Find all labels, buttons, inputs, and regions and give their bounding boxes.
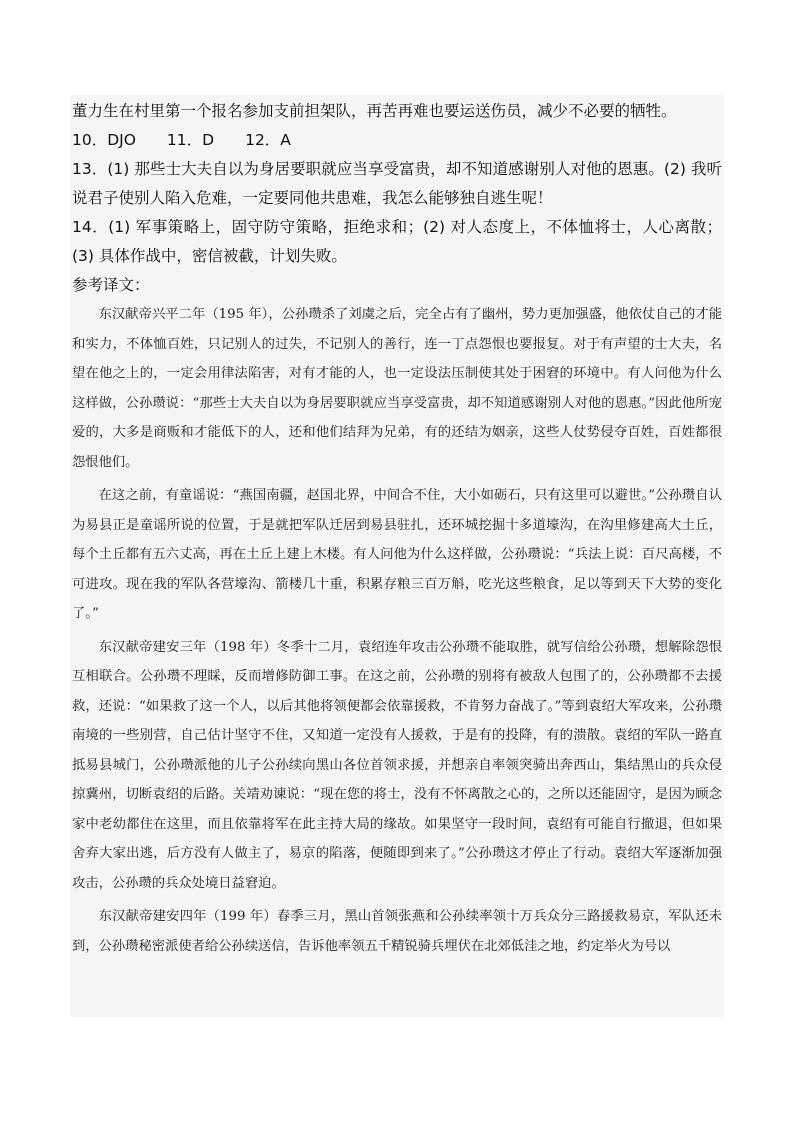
translation-paragraph-4: 东汉献帝建安四年（199 年）春季三月，黑山首领张燕和公孙续率领十万兵众分三路援救易京，军队还未到，公孙瓒秘密派使者给公孙续送信，告诉他率领五千精锐骑兵埋伏在北郊低洼之地，约定举火为号以 <box>72 909 722 954</box>
answer-section <box>70 95 724 1017</box>
translation-paragraph-2: 在这之前，有童谣说：“燕国南疆，赵国北界，中间合不住，大小如砺石，只有这里可以避世。”公孙瓒自认为易县正是童谣所说的位置，于是就把军队迁居到易县驻扎，还环城挖掘十多道壕沟，在沟里修建高大土丘，每个土丘都有五六丈高，再在土丘上建上木楼。有人问他为什么这样做，公孙瓒说：“兵法上说：百尺高楼，不可进攻。现在我的军队各营壕沟、箭楼几十重，积累存粮三百万斛，吃光这些粮食，足以等到天下大势的变化了。” <box>72 488 722 621</box>
translation-label: 参考译文： <box>72 276 150 294</box>
answer-line: 董力生在村里第一个报名参加支前担架队，再苦再难也要运送伤员，减少不必要的牺牲。 <box>72 102 677 120</box>
translation-paragraph-1: 东汉献帝兴平二年（195 年），公孙瓒杀了刘虞之后，完全占有了幽州，势力更加强盛，他依仗自己的才能和实力，不体恤百姓，只记别人的过失，不记别人的善行，连一丁点怨恨也要报复。对于有声望的士大夫，名望在他之上的，一定会用律法陷害，对有才能的人，也一定设法压制使其处于困窘的环境中。有人问他为什么这样做，公孙瓒说：“那些士大夫自以为身居要职就应当享受富贵，却不知道感谢别人对他的恩惠。”因此他所宠爱的，大多是商贩和才能低下的人，还和他们结拜为兄弟，有的还结为姻亲，这些人仗势侵夺百姓，百姓都很怨恨他们。 <box>72 307 722 470</box>
answer-13: 13．(1) 那些士大夫自以为身居要职就应当享受富贵，却不知道感谢别人对他的恩惠。(2) 我听说君子使别人陷入危难，一定要同他共患难，我怎么能够独自逃生呢！ <box>72 160 722 207</box>
answer-14: 14．(1) 军事策略上，固守防守策略，拒绝求和；(2) 对人态度上，不体恤将士，人心离散；(3) 具体作战中，密信被截，计划失败。 <box>72 218 722 265</box>
answer-choices-10-12: 10．DJO 11．D 12．A <box>72 131 291 149</box>
translation-paragraph-3: 东汉献帝建安三年（198 年）冬季十二月，袁绍连年攻击公孙瓒不能取胜，就写信给公孙瓒，想解除怨恨互相联合。公孙瓒不理睬，反而增修防御工事。在这之前，公孙瓒的别将有被敌人包围了的，公孙瓒都不去援救，还说：“如果救了这一个人，以后其他将领便都会依靠援救，不肯努力奋战了。”等到袁绍大军攻来，公孙瓒南境的一些别营，自己估计坚守不住，又知道一定没有人援救，于是有的投降，有的溃散。袁绍的军队一路直抵易县城门，公孙瓒派他的儿子公孙续向黑山各位首领求援，并想亲自率领突骑出奔西山，集结黑山的兵众侵掠冀州，切断袁绍的后路。关靖劝谏说：“现在您的将士，没有不怀离散之心的，之所以还能固守，是因为顾念家中老幼都住在这里，而且依靠将军在此主持大局的缘故。如果坚守一段时间，袁绍有可能自行撤退，但如果舍弃大家出逃，后方没有人做主了，易京的陷落，便随即到来了。”公孙瓒这才停止了行动。袁绍大军逐渐加强攻击，公孙瓒的兵众处境日益窘迫。 <box>72 639 722 891</box>
